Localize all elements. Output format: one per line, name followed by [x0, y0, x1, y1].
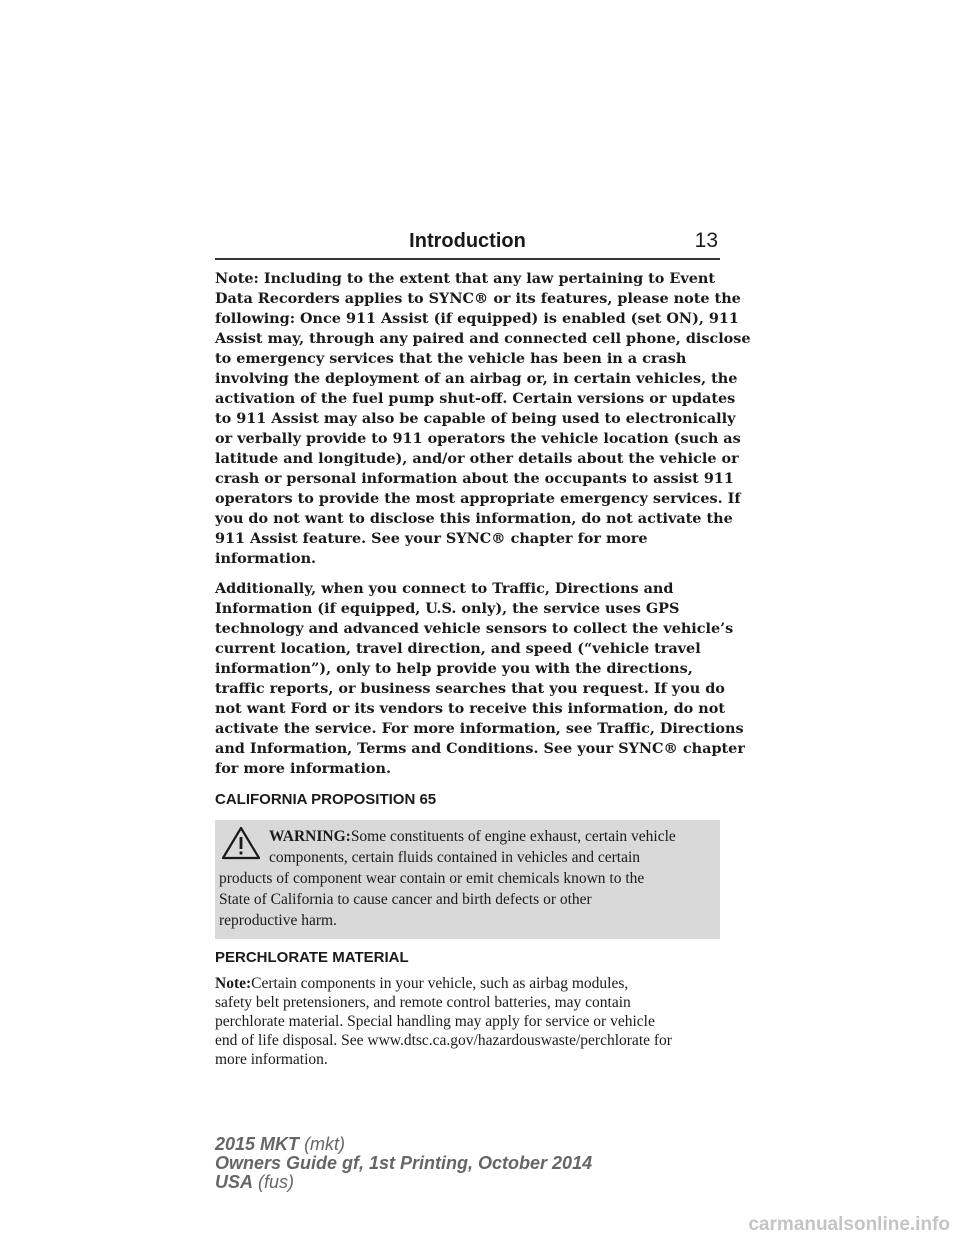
warning-triangle-icon: [221, 826, 261, 860]
paragraph-line: current location, travel direction, and speed (“vehicle travel: [215, 640, 701, 657]
paragraph-line: for more information.: [215, 760, 391, 777]
paragraph-line: traffic reports, or business searches that you request. If you do: [215, 680, 725, 697]
footer-market-code: (fus): [258, 1172, 295, 1192]
paragraph-line: 911 Assist feature. See your SYNC® chapter for more: [215, 530, 648, 547]
warning-line: State of California to cause cancer and birth defects or other: [219, 891, 592, 908]
note-line: perchlorate material. Special handling may apply for service or vehicle: [215, 1013, 655, 1030]
paragraph-line: crash or personal information about the occupants to assist 911: [215, 470, 734, 487]
warning-text: Some constituents of engine exhaust, certain vehicle: [350, 828, 676, 845]
note-line: safety belt pretensioners, and remote control batteries, may contain: [215, 994, 631, 1011]
warning-box: [215, 820, 720, 939]
footer-model: 2015 MKT: [215, 1134, 300, 1154]
warning-line: reproductive harm.: [219, 912, 337, 929]
paragraph-line: activation of the fuel pump shut-off. Certain versions or updates: [215, 390, 736, 407]
warning-line: components, certain fluids contained in vehicles and certain: [269, 849, 641, 866]
page-number: 13: [694, 229, 718, 252]
footer-model-line: [215, 1135, 592, 1154]
footer-market-line: [215, 1173, 592, 1192]
traffic-paragraph: [215, 579, 745, 779]
paragraph-line: to emergency services that the vehicle has been in a crash: [215, 350, 687, 367]
note-text: Certain components in your vehicle, such as airbag modules,: [251, 975, 629, 992]
page-content: [215, 269, 751, 1069]
paragraph-line: involving the deployment of an airbag or, in certain vehicles, the: [215, 370, 738, 387]
perchlorate-heading: PERCHLORATE MATERIAL: [215, 949, 409, 966]
page-header: [215, 228, 720, 260]
footer-guide: Owners Guide gf, 1st Printing, October 2014: [215, 1153, 593, 1173]
perchlorate-note: [215, 974, 720, 1069]
note-line: end of life disposal. See www.dtsc.ca.gov/hazardouswaste/perchlorate for: [215, 1032, 672, 1049]
warning-label: WARNING:: [269, 828, 351, 845]
paragraph-line: or verbally provide to 911 operators the vehicle location (such as: [215, 430, 741, 447]
california-heading: CALIFORNIA PROPOSITION 65: [215, 791, 437, 808]
paragraph-line: Additionally, when you connect to Traffic, Directions and: [215, 580, 674, 597]
paragraph-line: you do not want to disclose this information, do not activate the: [215, 510, 733, 527]
paragraph-line: information.: [215, 550, 317, 567]
watermark: carmanualsonline.info: [748, 1214, 950, 1235]
paragraph-line: Assist may, through any paired and connected cell phone, disclose: [215, 330, 751, 347]
paragraph-line: following: Once 911 Assist (if equipped) is enabled (set ON), 911: [215, 310, 739, 327]
warning-line: [219, 826, 714, 847]
paragraph-line: information”), only to help provide you with the directions,: [215, 660, 693, 677]
paragraph-line: Data Recorders applies to SYNC® or its features, please note the: [215, 290, 741, 307]
paragraph-line: operators to provide the most appropriate emergency services. If: [215, 490, 741, 507]
paragraph-line: latitude and longitude), and/or other details about the vehicle or: [215, 450, 739, 467]
paragraph-line: activate the service. For more information, see Traffic, Directions: [215, 720, 744, 737]
note-paragraph: [215, 269, 751, 569]
note-line: [215, 974, 720, 993]
paragraph-line: Information (if equipped, U.S. only), the service uses GPS: [215, 600, 680, 617]
page-footer: [215, 1135, 592, 1192]
paragraph-line: and Information, Terms and Conditions. See your SYNC® chapter: [215, 740, 745, 757]
paragraph-line: technology and advanced vehicle sensors to collect the vehicle’s: [215, 620, 734, 637]
footer-model-code: (mkt): [304, 1134, 346, 1154]
note-label: Note:: [215, 975, 252, 992]
paragraph-line: to 911 Assist may also be capable of being used to electronically: [215, 410, 736, 427]
section-title: Introduction: [409, 230, 526, 252]
warning-line: products of component wear contain or emit chemicals known to the: [219, 870, 645, 887]
note-line: more information.: [215, 1051, 328, 1068]
footer-market: USA: [215, 1172, 254, 1192]
paragraph-line: not want Ford or its vendors to receive this information, do not: [215, 700, 726, 717]
paragraph-line: Note: Including to the extent that any law pertaining to Event: [215, 270, 716, 287]
